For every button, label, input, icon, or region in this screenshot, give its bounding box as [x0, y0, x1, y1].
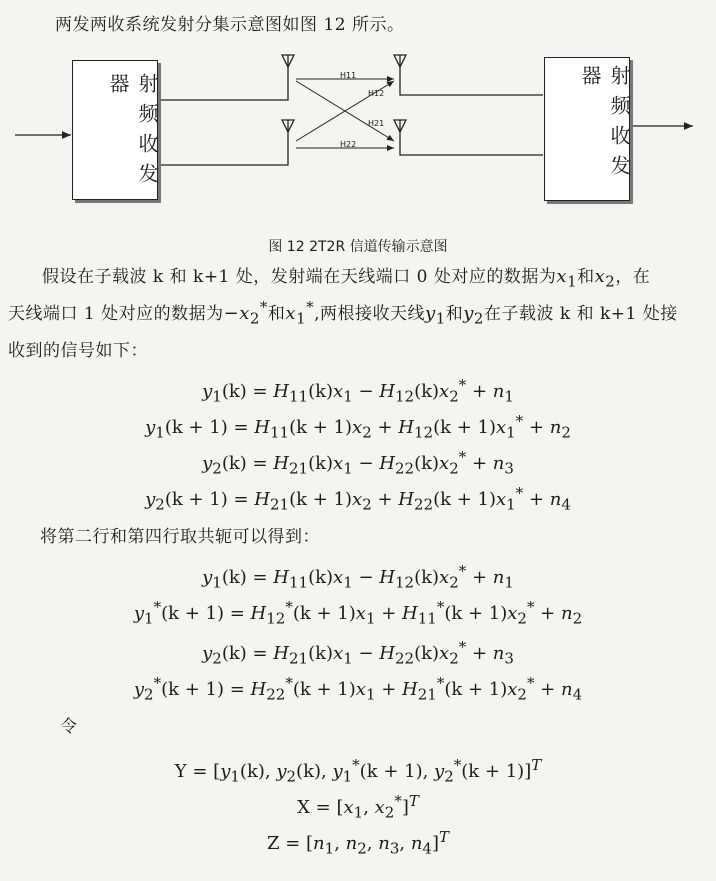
equation-2: $y_1(k + 1) = H_{11}(k + 1)x_2 + H_{12}(k + 1)x_1^* + n_2$: [145, 412, 571, 442]
label-h11: H11: [340, 71, 357, 80]
x1-conj-symbol: $x_1^*$: [285, 298, 315, 328]
neg-x2-conj-symbol: $-x_2^*$: [223, 298, 268, 328]
equation-Z: $Z = [n_1$, $n_2$, $n_3$, $n_4]^T$: [266, 828, 450, 858]
figure-caption: 图 12 2T2R 信道传输示意图: [268, 239, 448, 255]
equation-6: $y_1^*(k + 1) = H_{12}^*(k + 1)x_1 + H_{11}^*(k + 1)x_2^* + n_2$: [133, 598, 583, 628]
equation-3: $y_2(k) = H_{21}(k)x_1 - H_{22}(k)x_2^* + n_3$: [202, 448, 514, 478]
para1-line2-text-d: 和: [445, 304, 464, 324]
para1-line2-text-c: ,两根接收天线: [314, 304, 426, 324]
equation-Y: $Y = [y_1(k)$, $y_2(k)$, $y_1^*(k + 1)$, $y_2^*(k + 1)]^T$: [174, 756, 542, 786]
x2-symbol: $x_2$: [594, 266, 616, 291]
para1-line1-text-b: 和: [577, 267, 595, 287]
channel-diagram: [0, 45, 716, 210]
equation-7: $y_2(k) = H_{21}(k)x_1 - H_{22}(k)x_2^* + n_3$: [202, 638, 514, 668]
para1-line1-text-c: ，在: [615, 267, 651, 287]
label-h12: H12: [368, 89, 385, 98]
rx-antenna-2: [394, 120, 406, 135]
para1-line2-text-a: 天线端口 1 处对应的数据为: [8, 304, 224, 324]
equation-5: $y_1(k) = H_{11}(k)x_1 - H_{12}(k)x_2^* + n_1$: [202, 562, 514, 592]
intro-text: 两发两收系统发射分集示意图如图 12 所示。: [55, 15, 405, 35]
label-h22: H22: [340, 140, 357, 149]
rx-antenna-1: [394, 55, 406, 70]
x1-symbol: $x_1$: [556, 266, 578, 291]
para1-line1-text-a: 假设在子载波 k 和 k+1 处，发射端在天线端口 0 处对应的数据为: [42, 267, 557, 287]
equation-4: $y_2(k + 1) = H_{21}(k + 1)x_2 + H_{22}(k + 1)x_1^* + n_4$: [145, 484, 571, 514]
right-rf-transceiver-label: 射频收发器: [578, 65, 631, 185]
para1-line2-text-b: 和: [267, 304, 286, 324]
para1-line2-text-e: 在子载波 k 和 k+1 处接: [483, 304, 678, 324]
equation-8: $y_2^*(k + 1) = H_{22}^*(k + 1)x_1 + H_{21}^*(k + 1)x_2^* + n_4$: [133, 674, 583, 704]
left-rf-transceiver-label: 射频收发器: [106, 73, 159, 193]
para2-text: 将第二行和第四行取共轭可以得到：: [40, 527, 320, 547]
para1-line2: [8, 298, 678, 328]
y1-symbol: $y_1$: [425, 303, 446, 328]
para1-line3: 收到的信号如下：: [8, 341, 148, 361]
ling-text: 令: [60, 717, 78, 737]
label-h21: H21: [368, 119, 385, 128]
y2-symbol: $y_2$: [463, 303, 484, 328]
tx-antenna-2: [282, 120, 294, 135]
tx-antenna-1: [282, 55, 294, 70]
equation-X: $X = [x_1$, $x_2^*]^T$: [297, 792, 419, 822]
para1-line1: [42, 262, 650, 291]
equation-1: $y_1(k) = H_{11}(k)x_1 - H_{12}(k)x_2^* + n_1$: [202, 376, 514, 406]
